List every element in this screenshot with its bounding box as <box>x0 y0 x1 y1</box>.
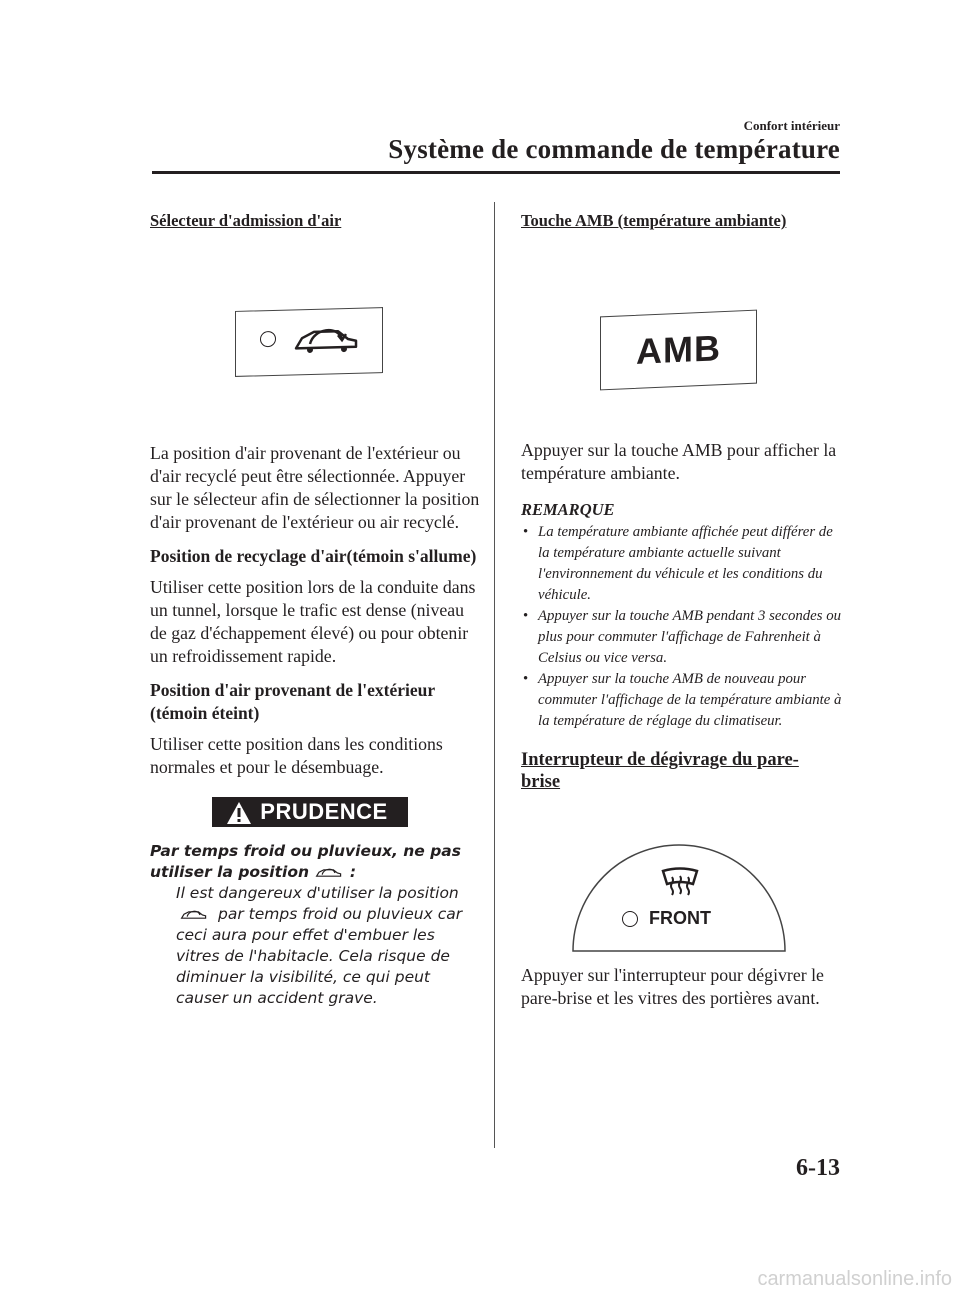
amb-button <box>600 310 757 391</box>
header-rule <box>152 171 840 174</box>
note-heading: REMARQUE <box>521 500 615 519</box>
recirculation-car-icon <box>176 907 212 923</box>
outside-air-title: Position d'air provenant de l'extérieur (témoin éteint) <box>150 680 435 723</box>
outside-air-text: Utiliser cette position dans les conditions normales et pour le désembuage. <box>150 734 443 777</box>
note-item: • Appuyer sur la touche AMB de nouveau pour commuter l'affichage de la température ambiante à la température de réglage du climatiseur. <box>521 669 843 732</box>
defrost-text: Appuyer sur l'interrupteur pour dégivrer le pare-brise et les vitres des portières avant. <box>521 965 824 1008</box>
amb-text: Appuyer sur la touche AMB pour afficher la température ambiante. <box>521 440 837 483</box>
air-intake-intro: La position d'air provenant de l'extérieur ou d'air recyclé peut être sélectionnée. Appuyer sur le sélecteur afin de sélectionner la position d'air provenant de l'extérieur ou air recyclé. <box>150 443 480 532</box>
note-item: • Appuyer sur la touche AMB pendant 3 secondes ou plus pour commuter l'affichage de Fahrenheit à Celsius ou vice versa. <box>521 606 843 669</box>
air-intake-figure <box>150 231 480 401</box>
column-divider <box>494 202 495 1148</box>
air-intake-heading: Sélecteur d'admission d'air <box>150 211 342 230</box>
caution-body <box>176 883 480 1009</box>
amb-heading: Touche AMB (température ambiante) <box>521 211 787 230</box>
recycle-text: Utiliser cette position lors de la conduite dans un tunnel, lorsque le trafic est dense (niveau de gaz d'échappement élevé) ou pour obtenir un refroidissement rapide. <box>150 577 476 666</box>
caution-colon: : <box>349 863 357 881</box>
defrost-heading: Interrupteur de dégivrage du pare-brise <box>521 750 799 792</box>
watermark: carmanualsonline.info <box>757 1268 952 1290</box>
defrost-figure <box>521 793 843 958</box>
note-item: • La température ambiante affichée peut différer de la température ambiante actuelle suivant l'environnement du véhicule et les conditions du véhicule. <box>521 522 843 606</box>
recycle-title: Position de recyclage d'air(témoin s'allume) <box>150 546 477 566</box>
indicator-light-icon <box>622 911 638 927</box>
caution-rest: par temps froid ou pluvieux car ceci aura pour effet d'embuer les vitres de l'habitacle. Cela risque de diminuer la visibilité, ce qui peut causer un accident grave. <box>176 905 463 1007</box>
recirculation-car-icon <box>314 865 344 881</box>
left-column <box>150 210 480 1009</box>
warning-triangle-icon <box>226 801 252 825</box>
caution-heading <box>150 841 480 883</box>
note-list <box>521 522 843 732</box>
page-title: Système de commande de température <box>388 134 840 164</box>
caution-heading-text: Par temps froid ou pluvieux, ne pas utiliser la position <box>150 842 461 881</box>
caution-banner <box>212 797 407 827</box>
caution-label: PRUDENCE <box>260 799 388 824</box>
windshield-defrost-icon <box>660 867 700 897</box>
defrost-label: FRONT <box>649 908 711 928</box>
caution-banner-wrap <box>150 797 480 827</box>
page-number: 6-13 <box>796 1155 840 1181</box>
indicator-light-icon <box>260 331 276 347</box>
amb-button-label: AMB <box>636 327 721 372</box>
section-label: Confort intérieur <box>743 118 840 133</box>
right-column <box>521 210 843 1010</box>
amb-figure <box>521 231 843 396</box>
recirculation-car-icon <box>292 319 362 361</box>
caution-line1: Il est dangereux d'utiliser la position <box>176 884 459 902</box>
air-intake-button <box>235 307 383 377</box>
